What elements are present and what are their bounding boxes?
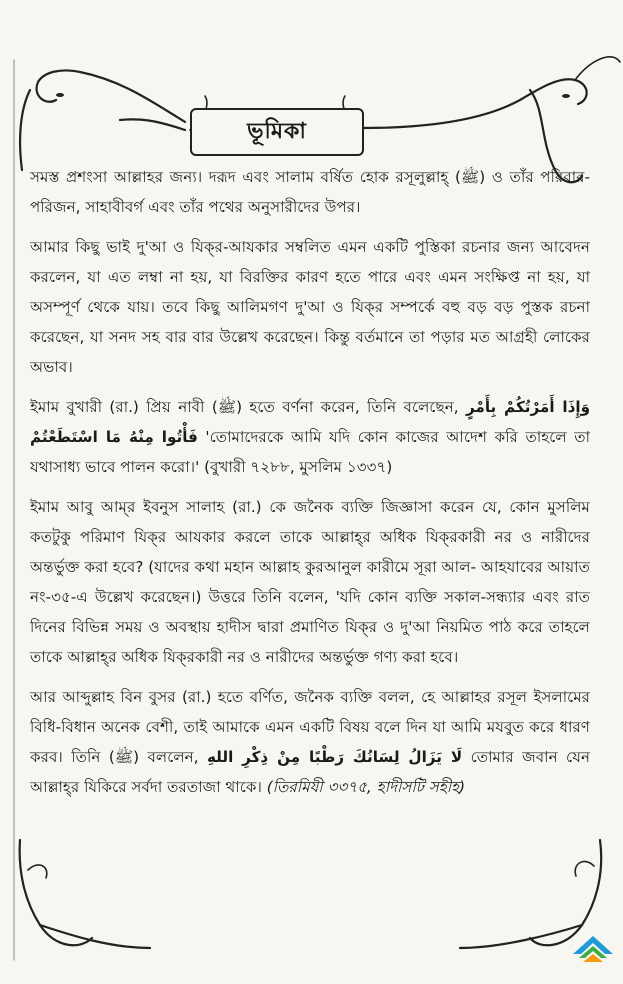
publisher-logo-icon: [571, 934, 615, 968]
citation: (তিরমিযী ৩৩৭৫, হাদীসটি সহীহ): [266, 778, 466, 796]
paragraph-5-intro: আর আব্দুল্লাহ বিন বুসর (রা.) হতে বর্ণিত, জনৈক ব্যক্তি বলল, হে আল্লাহর রসূল ইসলামের বিধি-বিধান অনেক বেশী, তাই আমাকে এমন একটি বিষয় বলে দিন যা আমি মযবুত করে ধারণ করব। তিনি (ﷺ) বললেন,: [30, 688, 590, 766]
paragraph-1: সমস্ত প্রশংসা আল্লাহর জন্য। দরূদ এবং সালাম বর্ষিত হোক রসূলুল্লাহ্ (ﷺ) ও তাঁর পরিবার-পরিজন, সাহাবীবর্গ এবং তাঁর পথের অনুসারীদের উপর।: [30, 168, 590, 216]
paragraph-4: ইমাম আবু আম্‌র ইবনুস সালাহ (রা.) কে জনৈক ব্যক্তি জিজ্ঞাসা করেন যে, কোন মুসলিম কতটুকু পরিমাণ যিক্‌র আযকার করলে তাকে আল্লাহ্‌র অধিক যিক্‌রকারী নর ও নারীদের অন্তর্ভুক্ত করা হবে? (যাদের কথা মহান আল্লাহ কুরআনুল কারীমে সূরা আল- আহযাবের আয়াত নং-৩৫-এ উল্লেখ করেছেন।) উত্তরে তিনি বলেন, 'যদি কোন ব্যক্তি সকাল-সন্ধ্যার এবং রাত দিনের বিভিন্ন সময় ও অবস্থায় হাদীস দ্বারা প্রমাণিত যিক্‌র ও দু'আ নিয়মিত পাঠ করে তাহলে তাকে আল্লাহ্‌র অধিক যিক্‌রকারী নর ও নারীদের অন্তর্ভুক্ত গণ্য করা হবে।: [30, 498, 590, 666]
title-box: [190, 108, 364, 156]
arabic-hadith-2: لَا يَزَالُ لِسَانُكَ رَطْبًا مِنْ ذِكْرِ اللهِ: [206, 748, 463, 766]
page-title: ভূমিকা: [247, 118, 307, 144]
paragraph-3-translation: 'তোমাদেরকে আমি যদি কোন কাজের আদেশ করি তাহলে তা যথাসাধ্য ভাবে পালন করো।' (বুখারী ৭২৮৮, মুসলিম ১৩৩৭): [30, 428, 590, 476]
paragraph-5: [30, 682, 590, 802]
paragraph-3-intro: ইমাম বুখারী (রা.) প্রিয় নাবী (ﷺ) হতে বর্ণনা করেন, তিনি বলেছেন,: [30, 398, 459, 416]
paragraph-2: আমার কিছু ভাই দু'আ ও যিক্‌র-আযকার সম্বলিত এমন একটি পুস্তিকা রচনার জন্য আবেদন করলেন, যা এত লম্বা না হয়, যা বিরক্তির কারণ হতে পারে এবং এমন সংক্ষিপ্ত না হয়, যা অসম্পূর্ণ থেকে যায়। তবে কিছু আলিমগণ দু'আ ও যিক্‌র সম্পর্কে বহু বড় বড় পুস্তক রচনা করেছেন, যা সনদ সহ বার বার উল্লেখ করেছেন। কিন্তু বর্তমানে তা পড়ার মত আগ্রহী লোকের অভাব।: [30, 238, 590, 376]
paragraph-3: [30, 392, 590, 482]
body-text: [30, 162, 590, 812]
paragraph-5-translation: তোমার জবান যেন আল্লাহ্‌র যিকিরে সর্বদা তরতাজা থাকে।: [30, 748, 591, 796]
arabic-hadith-1: وَإِذَا أَمَرْتُكُمْ بِأَمْرٍ فَأْتُوا مِنْهُ مَا اسْتَطَعْتُمْ: [30, 398, 591, 446]
